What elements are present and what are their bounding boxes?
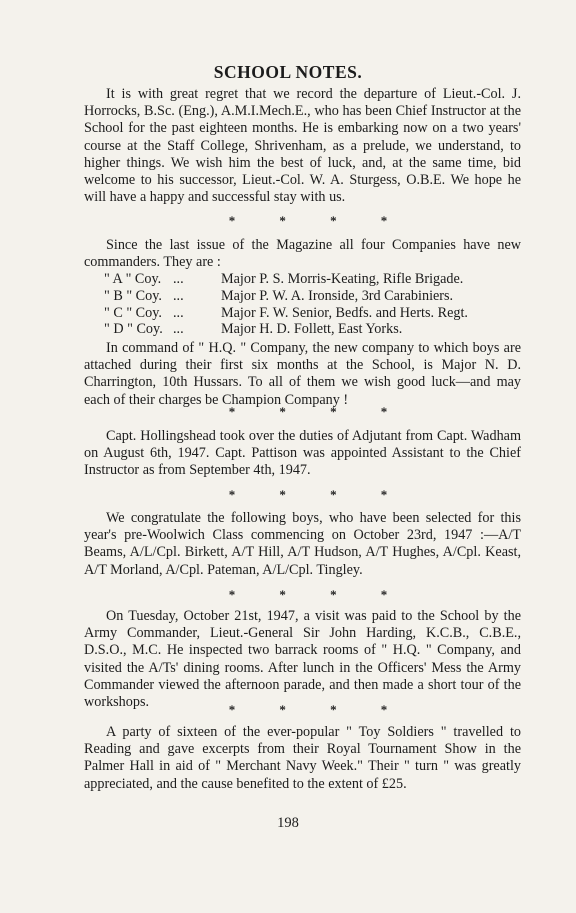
separator: * * * * (228, 404, 388, 419)
separator: * * * * (228, 587, 388, 602)
paragraph-hq-company: In command of " H.Q. " Company, the new company to which boys are attached during their first six months at the School, is Major N. D. Charrington, 10th Hussars. To all of them we wish good luck—and may each of their charges be Champion Company ! (84, 340, 521, 408)
list-item: " C " Coy. ... Major F. W. Senior, Bedfs. and Herts. Regt. (104, 304, 468, 321)
list-item: " B " Coy. ... Major P. W. A. Ironside, 3rd Carabiniers. (104, 287, 454, 304)
paragraph-new-commanders: Since the last issue of the Magazine all four Companies have new commanders. They are : (84, 237, 521, 271)
paragraph-toy-soldiers: A party of sixteen of the ever-popular " Toy Soldiers " travelled to Reading and gave excerpts from their Royal Tournament Show in the Palmer Hall in aid of " Merchant Navy Week." Their " turn " was greatly appreciated, and the cause benefited to the extent of £25. (84, 724, 521, 792)
paragraph-army-commander-visit: On Tuesday, October 21st, 1947, a visit was paid to the School by the Army Commander, Lieut.-General Sir John Harding, K.C.B., C.B.E., D.S.O., M.C. He inspected two barrack rooms of " H.Q. " Company, and visited the A/Ts' dining rooms. After lunch in the Officers' Mess the Army Commander viewed the afternoon parade, and then made a short tour of the workshops. (84, 608, 521, 711)
page-number: 198 (277, 815, 299, 831)
page-title: SCHOOL NOTES. (213, 62, 363, 82)
company-list (104, 271, 524, 338)
separator: * * * * (228, 213, 388, 228)
list-item: " A " Coy. ... Major P. S. Morris-Keating, Rifle Brigade. (104, 271, 464, 287)
paragraph-departure: It is with great regret that we record the departure of Lieut.-Col. J. Horrocks, B.Sc. (Eng.), A.M.I.Mech.E., who has been Chief Instructor at the School for the past eighteen months. He is embarking now on a two years' course at the Staff College, Shrivenham, as a prelude, we understand, to higher things. We wish him the best of luck, and, at the same time, bid welcome to his successor, Lieut.-Col. W. A. Sturgess, O.B.E. We hope he will have a happy and successful stay with us. (84, 86, 521, 206)
paragraph-adjutant: Capt. Hollingshead took over the duties of Adjutant from Capt. Wadham on August 6th, 1947. Capt. Pattison was appointed Assistant to the Chief Instructor as from September 4th, 1947. (84, 428, 521, 479)
separator: * * * * (228, 702, 388, 717)
paragraph-pre-woolwich: We congratulate the following boys, who have been selected for this year's pre-Woolwich Class commencing on October 23rd, 1947 :—A/T Beams, A/L/Cpl. Birkett, A/T Hill, A/T Hudson, A/T Hughes, A/Cpl. Keast, A/T Morland, A/Cpl. Pateman, A/L/Cpl. Tingley. (84, 510, 521, 578)
separator: * * * * (228, 487, 388, 502)
list-item: " D " Coy. ... Major H. D. Follett, East Yorks. (104, 321, 403, 338)
